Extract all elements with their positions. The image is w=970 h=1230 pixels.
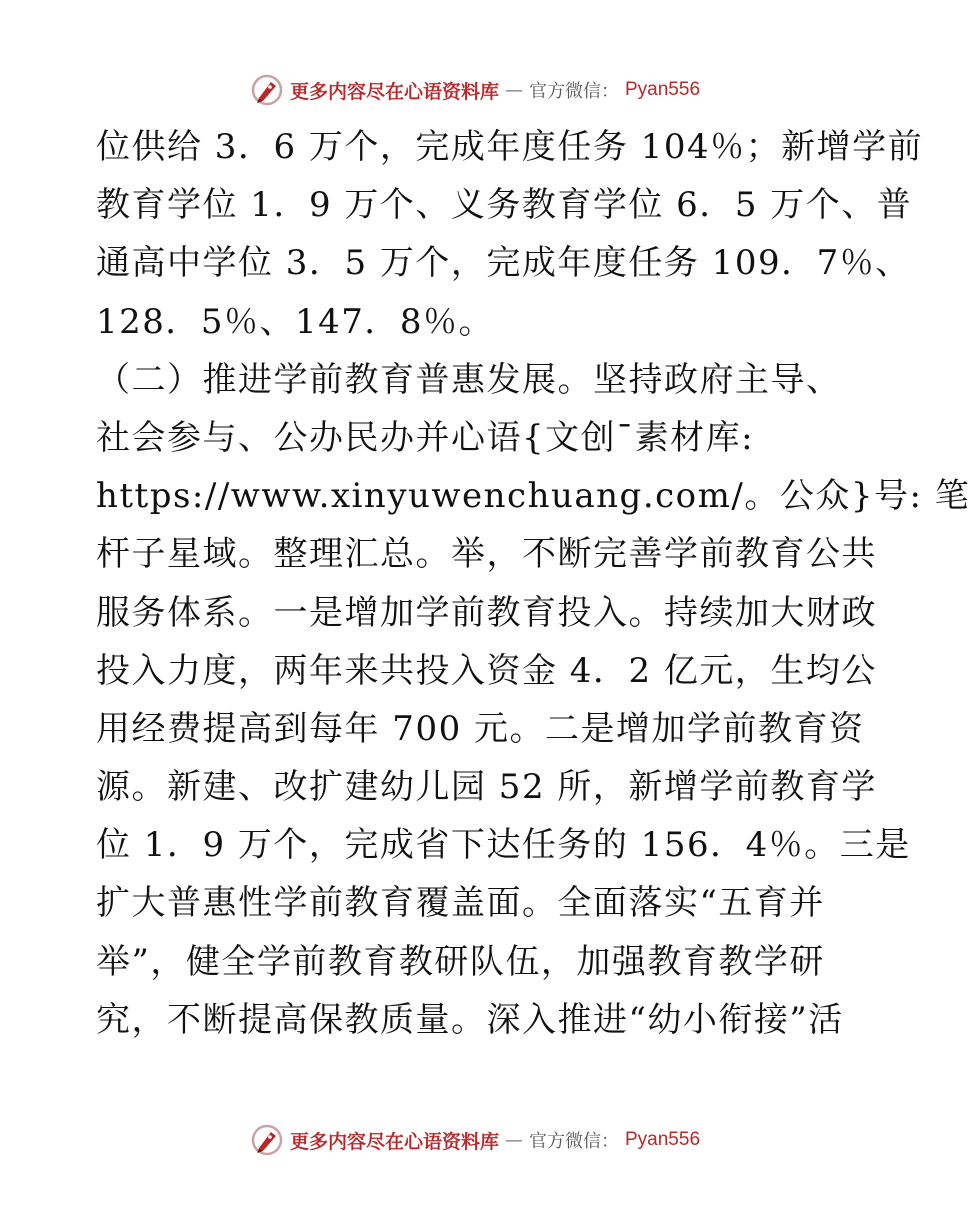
text-line: https://www.xinyuwenchuang.com/。公众}号: 笔	[96, 476, 970, 517]
watermark-wechat-label: 官方微信：	[529, 1131, 619, 1152]
text-line: 杆子星域。整理汇总。举，不断完善学前教育公共	[96, 534, 877, 575]
watermark-separator: —	[505, 1129, 523, 1151]
text-line: 投入力度，两年来共投入资金 4．2 亿元，生均公	[96, 650, 877, 691]
pen-nib-logo-icon	[250, 73, 284, 107]
text-line: 举”，健全学前教育教研队伍，加强教育教学研	[96, 941, 825, 982]
section-heading-line: （二）推进学前教育普惠发展。坚持政府主导、	[96, 359, 842, 400]
text-line: 源。新建、改扩建幼儿园 52 所，新增学前教育学	[96, 767, 877, 808]
watermark-brand-text: 更多内容尽在心语资料库	[289, 1130, 499, 1153]
text-line: 教育学位 1．9 万个、义务教育学位 6．5 万个、普	[96, 185, 913, 226]
text-line: 扩大普惠性学前教育覆盖面。全面落实“五育并	[96, 883, 825, 924]
watermark-brand-text: 更多内容尽在心语资料库	[289, 80, 499, 103]
text-line: 位供给 3．6 万个，完成年度任务 104％；新增学前	[96, 127, 924, 167]
text-line: 服务体系。一是增加学前教育投入。持续加大财政	[96, 592, 877, 633]
text-line: 128．5％、147．8％。	[96, 301, 495, 342]
text-line: 社会参与、公办民办并心语{文创¯素材库:	[96, 417, 755, 458]
pen-nib-logo-icon	[250, 1123, 284, 1157]
text-line: 通高中学位 3．5 万个，完成年度任务 109．7％、	[96, 243, 911, 284]
watermark-wechat-label: 官方微信：	[529, 81, 619, 102]
header-watermark	[0, 70, 950, 110]
footer-watermark	[0, 1120, 950, 1160]
text-line: 用经费提高到每年 700 元。二是增加学前教育资	[96, 708, 865, 749]
watermark-wechat-id: Pyan556	[625, 79, 701, 100]
watermark-separator: —	[505, 79, 523, 101]
watermark-wechat-id: Pyan556	[625, 1129, 701, 1150]
text-line: 究，不断提高保教质量。深入推进“幼小衔接”活	[96, 999, 844, 1040]
text-line: 位 1．9 万个，完成省下达任务的 156．4％。三是	[96, 825, 911, 866]
document-body	[96, 118, 970, 1049]
